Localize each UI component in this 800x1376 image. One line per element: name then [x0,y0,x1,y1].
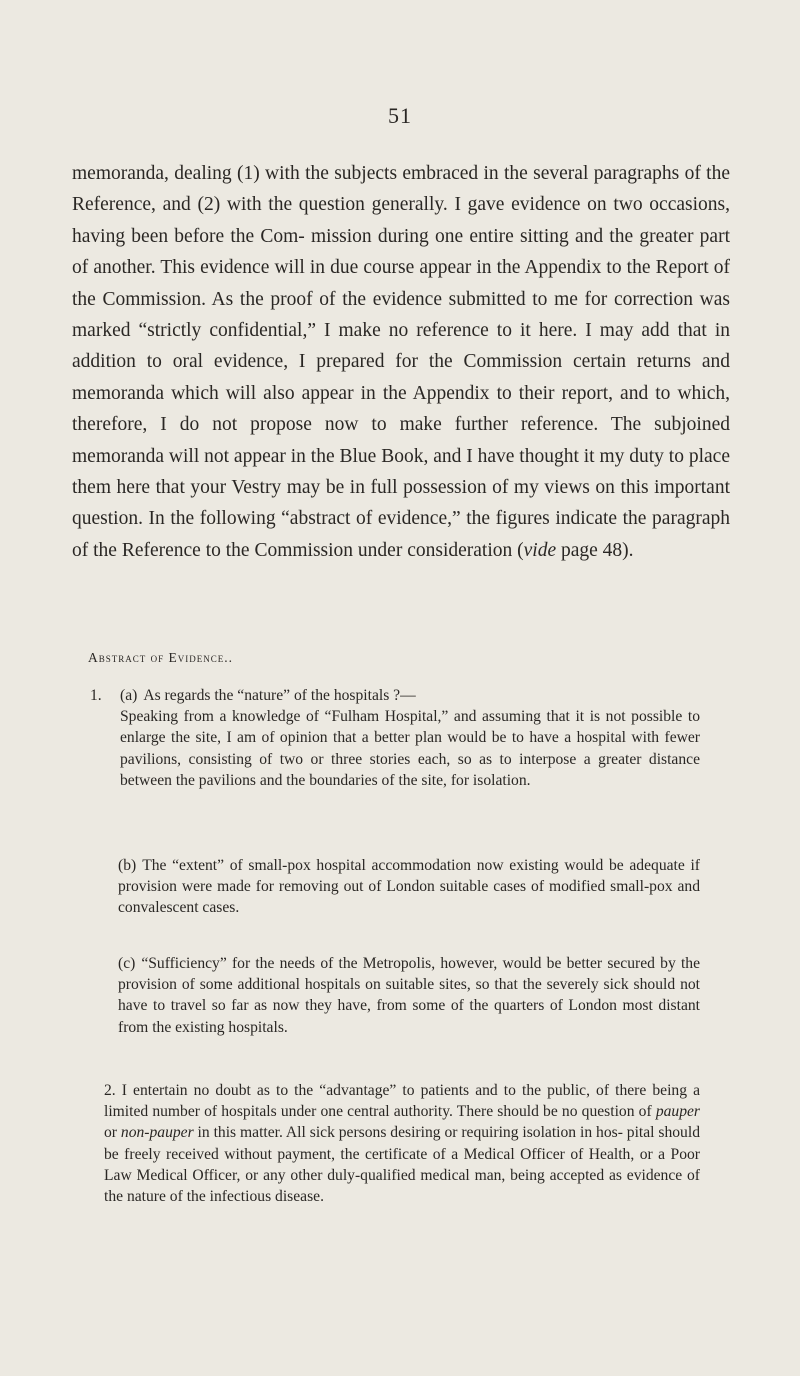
item-1a-mark: (a) [120,687,138,704]
item-2-number: 2. [104,1082,116,1099]
item-1c-text: “Sufficiency” for the needs of the Metropolis, however, would be better secured by the provision of some additional hospitals on suitable sites, so that the severely sick should not have to travel so far as now they have, from some of the quarters of London most distant from the existing hospitals. [118,955,700,1036]
item-2-text-1: I entertain no doubt as to the “advantage” to patients and to the public, of there being a limited number of hospitals under one central authority. There should be no question of [104,1082,700,1121]
abstract-heading: Abstract of Evidence.. [88,650,234,665]
item-1a-lead: As regards the “nature” of the hospitals ?— [143,687,416,704]
item-1-number: 1. [90,687,102,704]
item-1b [118,855,700,919]
intro-text: memoranda, dealing (1) with the subjects embraced in the several paragraphs of the Reference, and (2) with the question generally. I gave evidence on two occasions, having been before the Com- mission during one entire sitting and the greater part of another. This evidence will in due course appear in the Appendix to the Report of the Commission. As the proof of the evidence submitted to me for correction was marked “strictly confidential,” I make no reference to it here. I may add that in addition to oral evidence, I prepared for the Commission certain returns and memoranda which will also appear in the Appendix to their report, and to which, therefore, I do not propose now to make further reference. The subjoined memoranda will not appear in the Blue Book, and I have thought it my duty to place them here that your Vestry may be in full possession of my views on this important question. In the following “abstract of evidence,” the figures indicate the paragraph of the Reference to the Commission under consideration ( [72,163,730,561]
item-1a [90,685,700,791]
page-number: 51 [388,103,412,128]
intro-tail: page 48). [556,539,634,561]
item-1a-body: Speaking from a knowledge of “Fulham Hospital,” and assuming that it is not possible to enlarge the site, I am of opinion that a better plan would be to have a hospital with fewer pavilions, consisting of two or three stories each, so as to interpose a greater distance between the pavilions and the boundaries of the site, for isolation. [120,708,700,789]
item-1b-text: The “extent” of small-pox hospital accommodation now existing would be adequate if provision were made for removing out of London suitable cases of modified small-pox and convalescent cases. [118,857,700,917]
intro-paragraph [72,158,730,566]
item-1b-mark: (b) [118,857,137,874]
item-2 [104,1080,700,1207]
intro-vide: vide [523,539,557,561]
item-1c-mark: (c) [118,955,136,972]
item-1c [118,953,700,1038]
item-2-non-pauper: non-pauper [120,1124,194,1142]
item-2-text-3: in this matter. All sick persons desiring or requiring isolation in hos- pital should be freely received without payment, the certificate of a Medical Officer of Health, or a Poor Law Medical Officer, or any other duly-qualified medical man, being accepted as evidence of the nature of the infectious disease. [104,1124,700,1206]
item-2-pauper: pauper [655,1103,700,1121]
item-2-text-2: or [104,1124,121,1142]
